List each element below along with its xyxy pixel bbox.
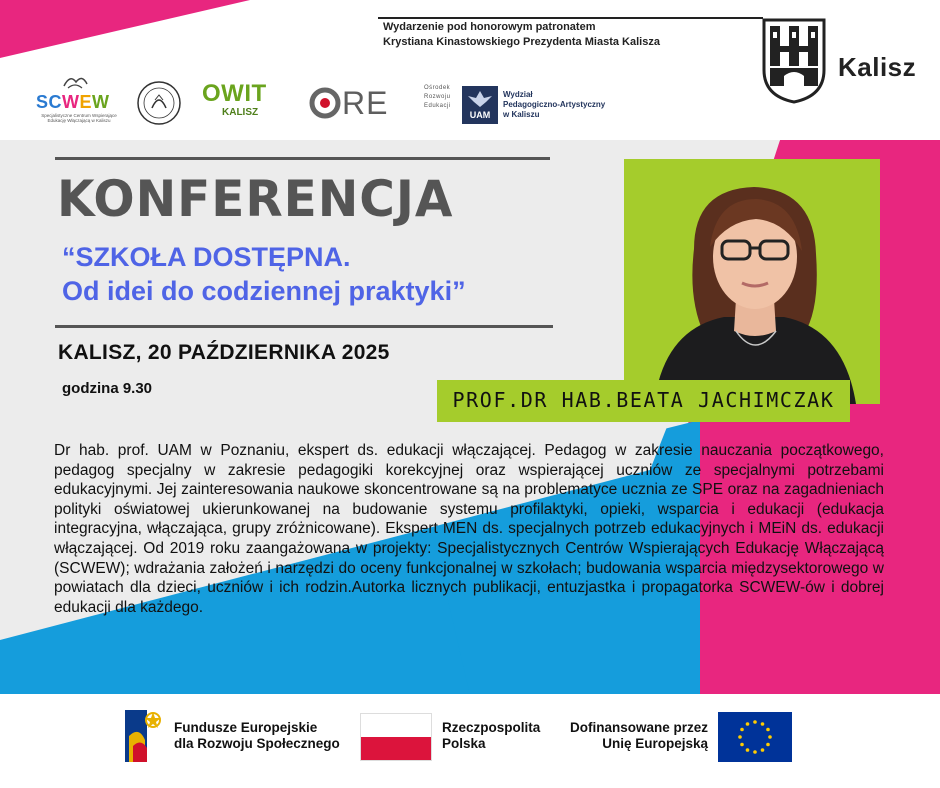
uam-abbr: UAM	[469, 110, 491, 120]
kalisz-crest-icon	[762, 18, 826, 104]
event-date: KALISZ, 20 PAŹDZIERNIKA 2025	[58, 341, 390, 364]
uam-line-2: Pedagogiczno-Artystyczny	[503, 100, 606, 109]
eu-star	[740, 728, 744, 732]
poland-line-2: Polska	[442, 736, 486, 751]
ore-line-1: Ośrodek	[424, 85, 451, 91]
flag-red-band	[361, 737, 431, 760]
school-seal-icon	[136, 80, 182, 126]
scwew-logo	[30, 72, 125, 127]
eu-star	[746, 722, 750, 726]
european-funds-line-2: dla Rozwoju Społecznego	[174, 736, 340, 751]
event-subtitle	[62, 240, 622, 308]
subtitle-line-1: “SZKOŁA DOSTĘPNA.	[62, 242, 351, 272]
uam-emblem	[462, 86, 498, 124]
european-funds-icon	[123, 706, 165, 766]
patronage-text	[383, 20, 763, 50]
speaker-photo	[624, 159, 880, 404]
owit-logo	[200, 80, 280, 130]
patronage-top-rule	[378, 17, 763, 19]
event-time: godzina 9.30	[62, 380, 153, 397]
uam-faculty	[503, 90, 605, 120]
ore-subtitle	[424, 84, 451, 111]
ore-line-2: Rozwoju	[424, 94, 451, 100]
uam-line-1: Wydział	[503, 90, 533, 99]
ore-wordmark: RE	[342, 85, 389, 121]
eu-star	[766, 743, 770, 747]
ore-circle-icon	[308, 86, 342, 120]
title-bottom-rule	[55, 325, 553, 328]
eu-star	[738, 735, 742, 739]
ore-logo	[308, 82, 451, 128]
eu-star	[753, 750, 757, 754]
scwew-wordmark: SCWEW	[36, 92, 110, 112]
patronage-line-2: Krystiana Kinastowskiego Prezydenta Miasta Kalisza	[383, 36, 660, 48]
uam-logo	[462, 86, 622, 126]
eu-funding-line-1: Dofinansowane przez	[569, 720, 708, 735]
owit-city: KALISZ	[222, 107, 259, 118]
ore-line-3: Edukacji	[424, 103, 451, 109]
eu-star	[740, 743, 744, 747]
city-name: Kalisz	[838, 52, 917, 82]
eu-flag-icon	[718, 712, 792, 762]
eu-star	[746, 748, 750, 752]
event-title: KONFERENCJA	[57, 170, 454, 228]
eu-star	[768, 735, 772, 739]
eu-funding-line-2: Unię Europejską	[602, 736, 708, 751]
eu-star	[761, 722, 765, 726]
scwew-subtitle: Specjalistyczne Centrum Wspierające Edukację Włączającą w Kaliszu	[41, 113, 117, 123]
poland-label	[442, 720, 540, 752]
eu-star	[766, 728, 770, 732]
european-funds-line-1: Fundusze Europejskie	[174, 720, 318, 735]
speaker-name-banner	[437, 380, 850, 422]
european-funds-label	[174, 720, 340, 752]
scwew-hands-icon	[60, 72, 90, 92]
subtitle-line-2: Od idei do codziennej praktyki”	[62, 276, 466, 306]
owit-wordmark: OWIT	[202, 80, 267, 107]
eu-funding-label	[558, 720, 708, 752]
eu-star	[753, 720, 757, 724]
uam-line-3: w Kaliszu	[503, 110, 540, 119]
title-top-rule	[55, 157, 550, 160]
speaker-bio: Dr hab. prof. UAM w Poznaniu, ekspert ds. edukacji włączającej. Pedagog w zakresie nauczania początkowego, pedagog specjalny w zakresie pedagogiki korekcyjnej oraz wspierającej uczniów ze specjalnymi potrzebami edukacyjnymi. Jej zainteresowania naukowe skoncentrowane są na problematyce ucznia ze SPE oraz na zagadnieniach polityki oświatowej ukierunkowanej na budowanie systemu profilaktyki, opieki, wsparcia i edukacji (edukacja integracyjna, włączająca, grupy zróżnicowane). Ekspert MEN ds. specjalnych potrzeb edukacyjnych i MEiN ds. edukacji włączającej. Od 2019 roku zaangażowana w projekty: Specjalistycznych Centrów Wspierających Edukację Włączającą (SCWEW); wdrażania założeń i narzędzi do oceny funkcjonalnej w szkołach; budowania wsparcia międzysektorowego w powiatach dla dzieci, uczniów i ich rodzin.Autorka licznych publikacji, entuzjastka i propagatorka SCWEW-ów i dobrej edukacji dla każdego.	[54, 442, 884, 616]
eu-star	[761, 748, 765, 752]
uam-eagle-icon	[462, 88, 498, 110]
poland-flag-icon	[360, 713, 432, 761]
speaker-name: PROF.DR HAB.BEATA JACHIMCZAK	[452, 388, 835, 412]
flag-white-band	[361, 714, 431, 737]
patronage-line-1: Wydarzenie pod honorowym patronatem	[383, 21, 596, 33]
speaker-portrait	[624, 159, 880, 404]
poland-line-1: Rzeczpospolita	[442, 720, 541, 735]
